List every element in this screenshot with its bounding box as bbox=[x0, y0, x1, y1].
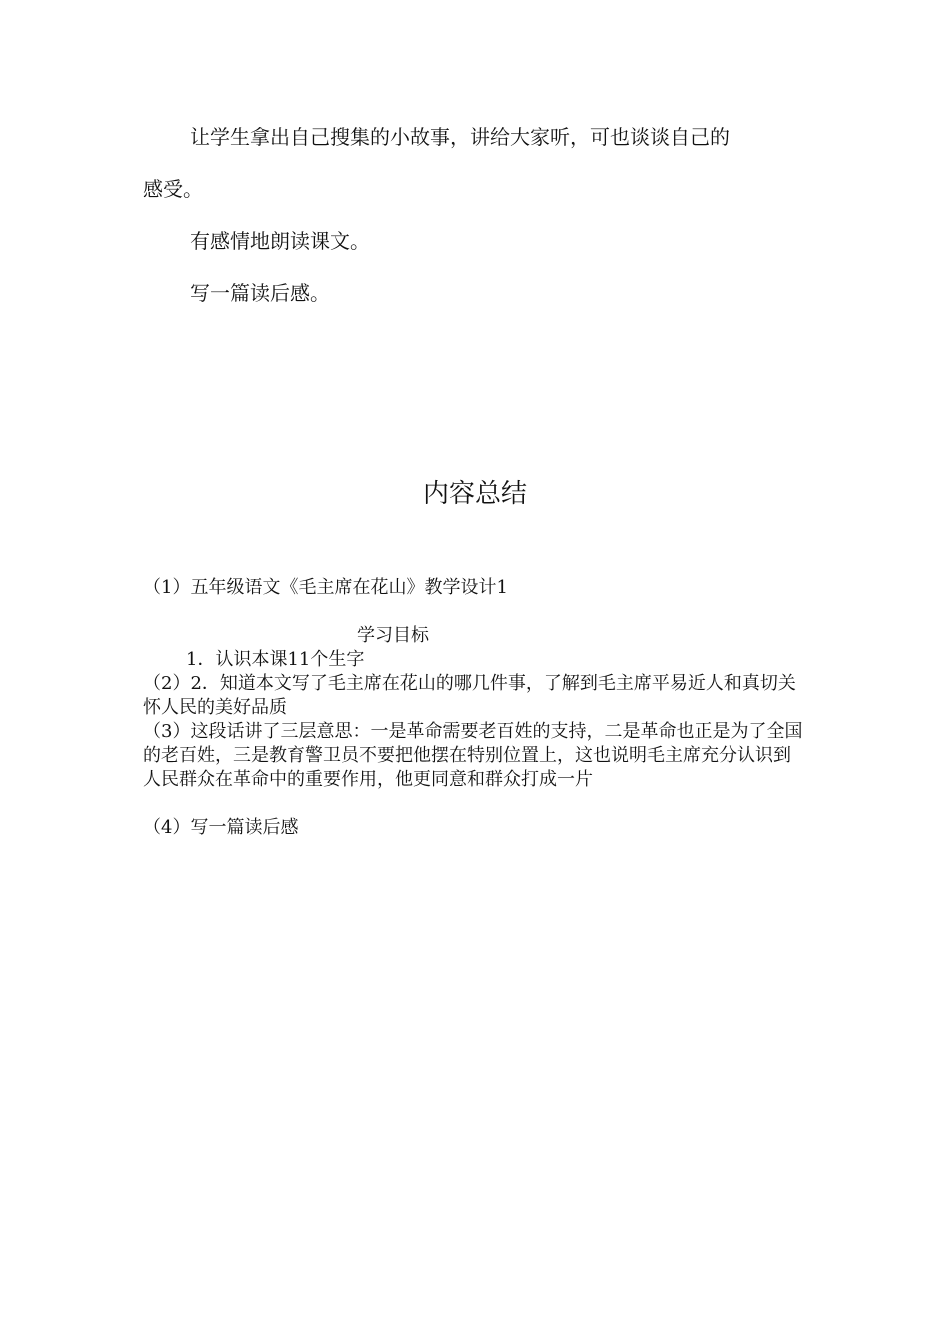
summary-item-3: （3）这段话讲了三层意思：一是革命需要老百姓的支持，二是革命也正是为了全国的老百姓，三是教育警卫员不要把他摆在特别位置上，这也说明毛主席充分认识到人民群众在革命中的重要作用，他更同意和群众打成一片 bbox=[143, 721, 803, 790]
summary-item-2: （2）2．知道本文写了毛主席在花山的哪几件事，了解到毛主席平易近人和真切关怀人民的美好品质 bbox=[143, 673, 796, 718]
summary-item-4: （4）写一篇读后感 bbox=[143, 817, 299, 838]
intro-paragraph-3: 写一篇读后感。 bbox=[190, 281, 330, 305]
intro-paragraph-1: 让学生拿出自己搜集的小故事，讲给大家听，可也谈谈自己的 bbox=[190, 125, 730, 149]
intro-paragraph-2: 有感情地朗读课文。 bbox=[190, 229, 370, 253]
summary-item-1: （1）五年级语文《毛主席在花山》教学设计1 bbox=[143, 577, 508, 598]
summary-title: 内容总结 bbox=[422, 479, 527, 509]
learning-goal-1: 1．认识本课11个生字 bbox=[186, 649, 365, 670]
learning-goals-heading: 学习目标 bbox=[357, 625, 429, 646]
intro-paragraph-1-continued: 感受。 bbox=[143, 177, 203, 201]
